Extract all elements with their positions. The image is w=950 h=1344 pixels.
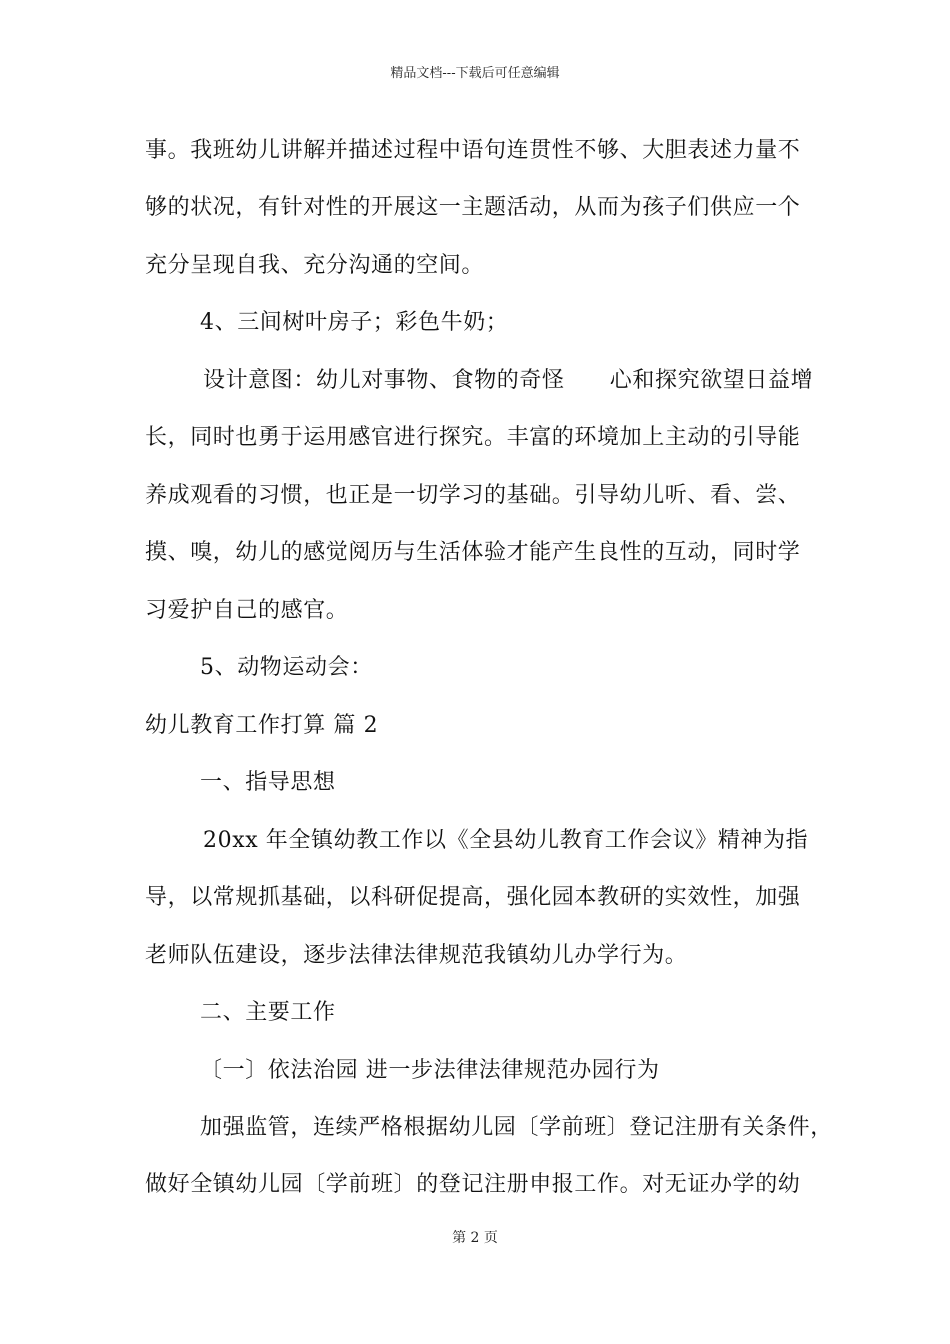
body-line-18: 加强监管，连续严格根据幼儿园〔学前班〕登记注册有关条件，	[200, 1115, 833, 1140]
heading-guiding-thought: 一、指导思想	[200, 770, 336, 795]
list-item-4: 4、三间树叶房子；彩色牛奶；	[200, 310, 509, 335]
body-line-3: 充分呈现自我、充分沟通的空间。	[145, 253, 485, 278]
section-title: 幼儿教育工作打算 篇 2	[145, 713, 379, 738]
body-line-6: 长，同时也勇于运用感官进行探究。丰富的环境加上主动的引导能	[145, 425, 801, 450]
body-line-19: 做好全镇幼儿园〔学前班〕的登记注册申报工作。对无证办学的幼	[145, 1172, 801, 1197]
page-header: 精品文档---下载后可任意编辑	[390, 66, 560, 81]
body-line-13: 20xx 年全镇幼教工作以《全县幼儿教育工作会议》精神为指	[203, 828, 809, 853]
body-line-15: 老师队伍建设，逐步法律法律规范我镇幼儿办学行为。	[145, 943, 688, 968]
page-number: 第 2 页	[452, 1230, 498, 1246]
body-line-8: 摸、嗅，幼儿的感觉阅历与生活体验才能产生良性的互动，同时学	[145, 540, 801, 565]
body-line-5: 设计意图：幼儿对事物、食物的奇怪 心和探究欲望日益增	[203, 368, 814, 393]
body-line-9: 习爱护自己的感官。	[145, 598, 349, 623]
body-line-7: 养成观看的习惯，也正是一切学习的基础。引导幼儿听、看、尝、	[145, 483, 801, 508]
heading-main-work: 二、主要工作	[200, 1000, 336, 1025]
body-line-14: 导，以常规抓基础，以科研促提高，强化园本教研的实效性，加强	[145, 885, 801, 910]
list-item-5: 5、动物运动会：	[200, 655, 373, 680]
subheading-1: 〔一〕依法治园 进一步法律法律规范办园行为	[200, 1058, 660, 1083]
body-line-1: 事。我班幼儿讲解并描述过程中语句连贯性不够、大胆表述力量不	[145, 138, 801, 163]
body-line-2: 够的状况，有针对性的开展这一主题活动，从而为孩子们供应一个	[145, 195, 801, 220]
